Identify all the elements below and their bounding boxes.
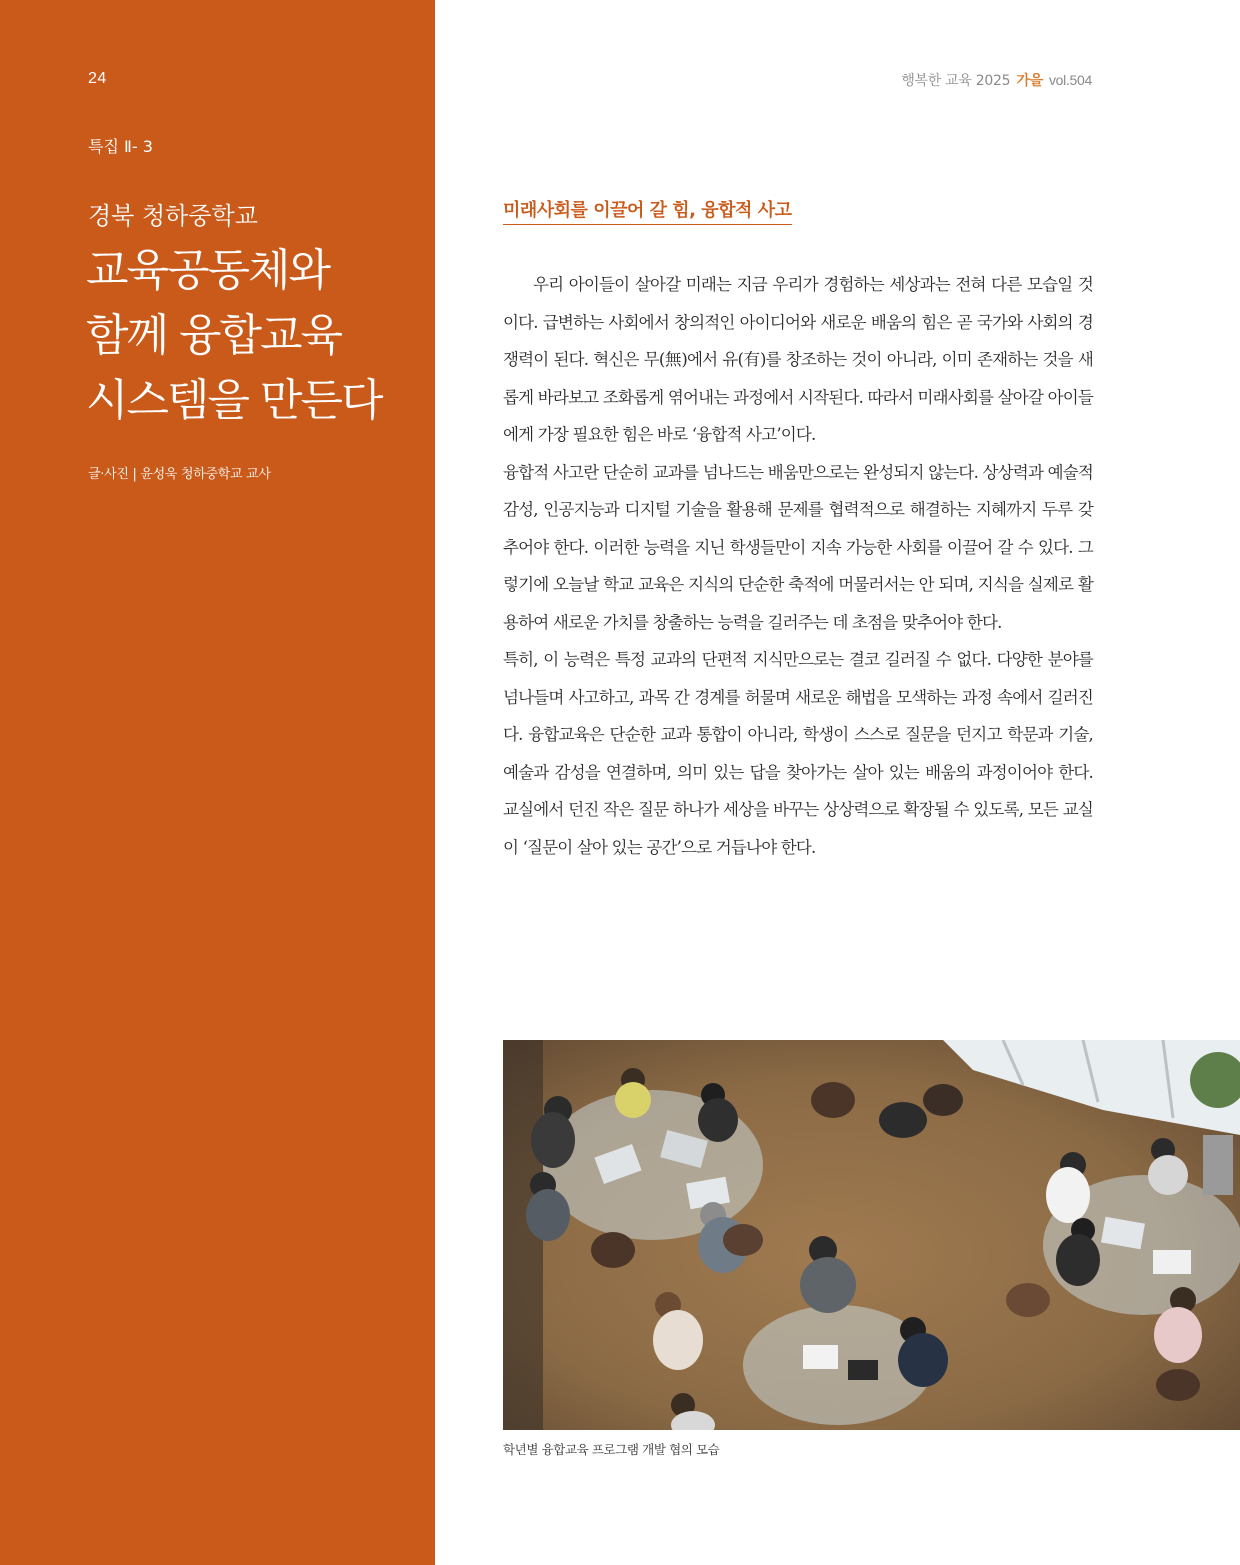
article-title — [86, 238, 426, 433]
meeting-photo-illustration — [503, 1040, 1240, 1430]
series-label: 특집 Ⅱ- 3 — [88, 137, 153, 156]
sidebar-panel — [0, 0, 435, 1565]
paragraph-2: 융합적 사고란 단순히 교과를 넘나드는 배움만으로는 완성되지 않는다. 상상력과 예술적 감성, 인공지능과 디지털 기술을 활용해 문제를 협력적으로 해결하는 지혜까지 두루 갖추어야 한다. 이러한 능력을 지닌 학생들만이 지속 가능한 사회를 이끌어 갈 수 있다. 그렇기에 오늘날 학교 교육은 지식의 단순한 축적에 머물러서는 안 되며, 지식을 실제로 활용하여 새로운 가치를 창출하는 능력을 길러주는 데 초점을 맞추어야 한다. — [503, 462, 1093, 632]
volume-label: vol.504 — [1048, 72, 1092, 88]
title-line-3: 시스템을 만든다 — [86, 375, 382, 426]
title-line-2: 함께 융합교육 — [86, 310, 342, 361]
magazine-header — [901, 70, 1092, 90]
paragraph-3: 특히, 이 능력은 특정 교과의 단편적 지식만으로는 결코 길러질 수 없다. 다양한 분야를 넘나들며 사고하고, 과목 간 경계를 허물며 새로운 해법을 모색하는 과정 속에서 길러진다. 융합교육은 단순한 교과 통합이 아니라, 학생이 스스로 질문을 던지고 학문과 기술, 예술과 감성을 연결하며, 의미 있는 답을 찾아가는 살아 있는 배움의 과정이어야 한다. 교실에서 던진 작은 질문 하나가 세상을 바꾸는 상상력으로 확장될 수 있도록, 모든 교실이 ‘질문이 살아 있는 공간’으로 거듭나야 한다. — [503, 650, 1093, 857]
magazine-name: 행복한 교육 2025 — [901, 73, 1011, 89]
photo-caption: 학년별 융합교육 프로그램 개발 협의 모습 — [503, 1442, 720, 1457]
season-label: 가을 — [1016, 73, 1043, 89]
section-heading: 미래사회를 이끌어 갈 힘, 융합적 사고 — [503, 196, 792, 225]
article-body — [503, 266, 1093, 866]
title-line-1: 교육공동체와 — [86, 245, 330, 296]
school-name: 경북 청하중학교 — [88, 202, 258, 230]
meeting-photo — [503, 1040, 1240, 1430]
page-number: 24 — [88, 70, 107, 87]
paragraph-1: 우리 아이들이 살아갈 미래는 지금 우리가 경험하는 세상과는 전혀 다른 모습일 것이다. 급변하는 사회에서 창의적인 아이디어와 새로운 배움의 힘은 곧 국가와 사회의 경쟁력이 된다. 혁신은 무(無)에서 유(有)를 창조하는 것이 아니라, 이미 존재하는 것을 새롭게 바라보고 조화롭게 엮어내는 과정에서 시작된다. 따라서 미래사회를 살아갈 아이들에게 가장 필요한 힘은 바로 ‘융합적 사고’이다. — [503, 275, 1093, 444]
byline: 글·사진 | 윤성욱 청하중학교 교사 — [88, 467, 271, 482]
